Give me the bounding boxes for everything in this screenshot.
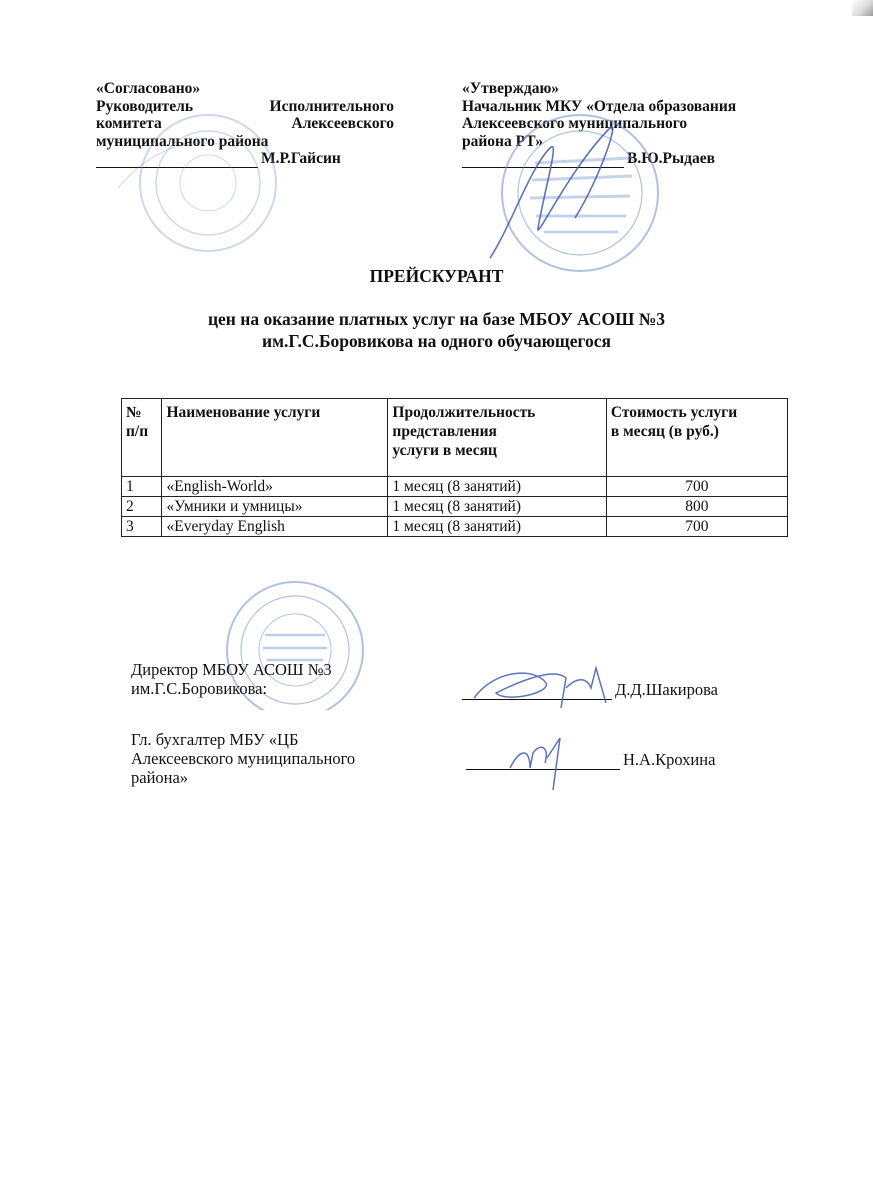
row-duration: 1 месяц (8 занятий) <box>388 497 606 517</box>
director-title <box>131 660 332 698</box>
approved-stamp <box>480 108 680 278</box>
accountant-title <box>131 730 355 787</box>
row-number: 3 <box>122 517 162 537</box>
subtitle-line: им.Г.С.Боровикова на одного обучающегося <box>262 331 611 351</box>
scan-corner-mark <box>852 0 873 16</box>
signatory-name: М.Р.Гайсин <box>261 150 341 167</box>
accountant-signature-line <box>466 750 715 770</box>
header-text: Продолжительность <box>392 404 536 421</box>
approval-text: Руководитель <box>96 97 194 115</box>
row-price: 800 <box>606 497 787 517</box>
header-number <box>122 399 162 477</box>
approval-line: района РТ» <box>462 132 543 150</box>
table-header-row <box>122 399 788 477</box>
row-duration: 1 месяц (8 занятий) <box>388 477 606 497</box>
table-row <box>122 517 788 537</box>
signatory-name: В.Ю.Рыдаев <box>627 150 715 167</box>
row-service-name: «Умники и умницы» <box>162 497 388 517</box>
approval-line: Начальник МКУ «Отдела образования <box>462 97 737 115</box>
approval-line: муниципального района <box>96 132 269 150</box>
row-service-name: «English-World» <box>162 477 388 497</box>
table-row <box>122 497 788 517</box>
approval-text: Алексеевского <box>291 115 394 132</box>
table-row <box>122 477 788 497</box>
header-text: представления <box>392 423 497 440</box>
accountant-signature <box>505 728 575 798</box>
approval-line: Алексеевского муниципального <box>462 115 688 132</box>
row-duration: 1 месяц (8 занятий) <box>388 517 606 537</box>
document-title: ПРЕЙСКУРАНТ <box>369 266 504 286</box>
agreed-stamp <box>88 108 278 263</box>
approval-heading: «Согласовано» <box>96 80 201 97</box>
subtitle-line: цен на оказание платных услуг на базе МБОУ АСОШ №3 <box>207 309 666 329</box>
row-number: 2 <box>122 497 162 517</box>
signer-text: Алексеевского муниципального <box>131 749 356 768</box>
row-number: 1 <box>122 477 162 497</box>
row-service-name: «Everyday English <box>162 517 388 537</box>
header-text: Стоимость услуги <box>610 404 738 421</box>
signer-text: им.Г.С.Боровикова: <box>131 679 268 698</box>
signatory-name: Д.Д.Шакирова <box>615 680 718 699</box>
signer-text: Директор МБОУ АСОШ №3 <box>131 660 332 679</box>
approval-text: Исполнительного <box>269 97 394 115</box>
approval-heading: «Утверждаю» <box>462 80 560 97</box>
approval-text: комитета <box>96 115 162 132</box>
header-duration <box>388 399 606 477</box>
signatory-name: Н.А.Крохина <box>623 750 716 769</box>
header-text: услуги в месяц <box>392 442 497 459</box>
header-text: № <box>126 404 142 421</box>
header-price <box>606 399 787 477</box>
row-price: 700 <box>606 477 787 497</box>
header-service-name: Наименование услуги <box>162 399 388 477</box>
director-signature <box>466 648 616 728</box>
row-price: 700 <box>606 517 787 537</box>
signer-text: района» <box>131 768 189 787</box>
header-text: п/п <box>126 423 149 440</box>
signer-text: Гл. бухгалтер МБУ «ЦБ <box>131 730 299 749</box>
price-table <box>121 398 788 537</box>
header-text: в месяц (в руб.) <box>610 423 719 440</box>
document-subtitle <box>0 308 873 352</box>
